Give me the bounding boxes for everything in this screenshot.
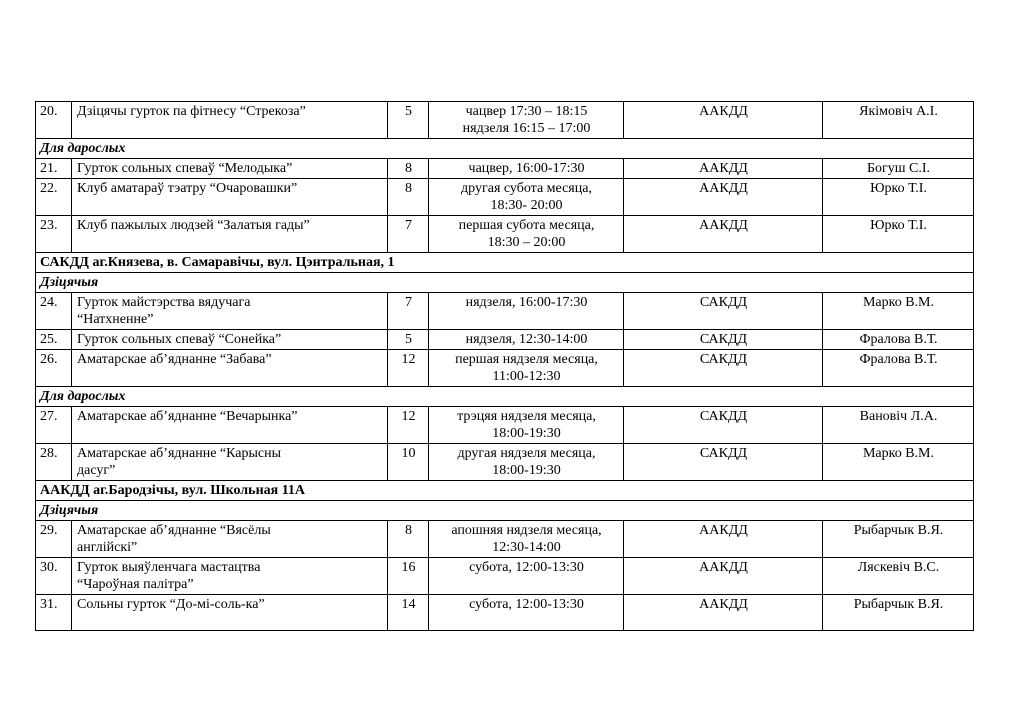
row-number: 24. <box>36 293 72 330</box>
activity-name-line: Аматарскае аб’яднанне “Карысны <box>77 446 282 461</box>
schedule-cell-line: 18:00-19:30 <box>492 426 561 441</box>
participant-count: 8 <box>388 521 429 558</box>
table-row <box>36 102 974 139</box>
schedule-cell-line: трэцяя нядзеля месяца, <box>457 409 596 424</box>
activity-name-line: Аматарскае аб’яднанне “Вечарынка” <box>77 409 298 424</box>
schedule-cell-line: 18:00-19:30 <box>492 463 561 478</box>
category-title: Для дарослых <box>36 139 974 159</box>
section-header-row <box>36 253 974 273</box>
schedule-cell <box>429 350 624 387</box>
organization-cell: ААКДД <box>624 521 823 558</box>
category-header-row <box>36 273 974 293</box>
organization-cell: САКДД <box>624 293 823 330</box>
activity-name-line: Гурток майстэрства вядучага <box>77 295 251 310</box>
schedule-cell-line: другая нядзеля месяца, <box>457 446 596 461</box>
leader-cell: Марко В.М. <box>823 293 974 330</box>
activity-name <box>72 350 388 387</box>
organization-cell: ААКДД <box>624 179 823 216</box>
category-header-row <box>36 501 974 521</box>
activity-name-line: Аматарскае аб’яднанне “Забава” <box>77 352 272 367</box>
organization-cell: САКДД <box>624 444 823 481</box>
participant-count: 8 <box>388 179 429 216</box>
category-header-row <box>36 139 974 159</box>
table-row <box>36 330 974 350</box>
organization-cell: САКДД <box>624 350 823 387</box>
schedule-cell <box>429 558 624 595</box>
activity-name <box>72 407 388 444</box>
participant-count: 5 <box>388 102 429 139</box>
organization-cell: ААКДД <box>624 595 823 631</box>
section-header-row <box>36 481 974 501</box>
participant-count: 8 <box>388 159 429 179</box>
leader-cell: Фралова В.Т. <box>823 330 974 350</box>
activity-name <box>72 216 388 253</box>
schedule-cell <box>429 595 624 631</box>
organization-cell: САКДД <box>624 407 823 444</box>
section-title: САКДД аг.Князева, в. Самаравічы, вул. Цэнтральная, 1 <box>36 253 974 273</box>
leader-cell: Богуш С.І. <box>823 159 974 179</box>
schedule-cell-line: нядзеля 16:15 – 17:00 <box>462 121 591 136</box>
category-title: Для дарослых <box>36 387 974 407</box>
leader-cell: Рыбарчык В.Я. <box>823 521 974 558</box>
row-number: 23. <box>36 216 72 253</box>
table-row <box>36 350 974 387</box>
leader-cell: Юрко Т.І. <box>823 179 974 216</box>
activity-name-line: Дзіцячы гурток па фітнесу “Стрекоза” <box>77 104 306 119</box>
table-row <box>36 444 974 481</box>
row-number: 31. <box>36 595 72 631</box>
table-row <box>36 216 974 253</box>
row-number: 25. <box>36 330 72 350</box>
category-title: Дзіцячыя <box>36 273 974 293</box>
section-title: ААКДД аг.Бародзічы, вул. Школьная 11А <box>36 481 974 501</box>
row-number: 22. <box>36 179 72 216</box>
table-row <box>36 179 974 216</box>
organization-cell: ААКДД <box>624 216 823 253</box>
activity-name <box>72 444 388 481</box>
schedule-cell-line: субота, 12:00-13:30 <box>469 560 584 575</box>
activity-name-line: Клуб пажылых людзей “Залатыя гады” <box>77 218 310 233</box>
activity-name <box>72 521 388 558</box>
schedule-cell-line: першая субота месяца, <box>458 218 595 233</box>
schedule-cell-line: нядзеля, 12:30-14:00 <box>465 332 588 347</box>
schedule-table <box>35 101 974 631</box>
leader-cell: Юрко Т.І. <box>823 216 974 253</box>
schedule-cell-line: 11:00-12:30 <box>492 369 561 384</box>
participant-count: 7 <box>388 216 429 253</box>
schedule-cell <box>429 159 624 179</box>
activity-name <box>72 558 388 595</box>
participant-count: 12 <box>388 407 429 444</box>
schedule-cell <box>429 293 624 330</box>
participant-count: 10 <box>388 444 429 481</box>
activity-name-line: Гурток сольных спеваў “Сонейка” <box>77 332 282 347</box>
row-number: 29. <box>36 521 72 558</box>
schedule-cell-line: другая субота месяца, <box>461 181 592 196</box>
leader-cell: Фралова В.Т. <box>823 350 974 387</box>
organization-cell: ААКДД <box>624 558 823 595</box>
row-number: 30. <box>36 558 72 595</box>
schedule-cell-line: апошняя нядзеля месяца, <box>451 523 602 538</box>
schedule-cell-line: 18:30 – 20:00 <box>487 235 566 250</box>
row-number: 26. <box>36 350 72 387</box>
activity-name <box>72 102 388 139</box>
row-number: 27. <box>36 407 72 444</box>
leader-cell: Ляскевіч В.С. <box>823 558 974 595</box>
schedule-cell <box>429 102 624 139</box>
schedule-cell <box>429 330 624 350</box>
leader-cell: Марко В.М. <box>823 444 974 481</box>
schedule-cell <box>429 444 624 481</box>
category-title: Дзіцячыя <box>36 501 974 521</box>
participant-count: 12 <box>388 350 429 387</box>
schedule-cell-line: 12:30-14:00 <box>492 540 561 555</box>
schedule-cell-line: першая нядзеля месяца, <box>455 352 598 367</box>
schedule-cell <box>429 216 624 253</box>
participant-count: 16 <box>388 558 429 595</box>
participant-count: 7 <box>388 293 429 330</box>
organization-cell: САКДД <box>624 330 823 350</box>
activity-name-line: Гурток сольных спеваў “Мелодыка” <box>77 161 293 176</box>
activity-name-line: дасуг” <box>77 463 116 478</box>
activity-name-line: Гурток выяўленчага мастацтва <box>77 560 261 575</box>
schedule-cell-line: 18:30- 20:00 <box>490 198 563 213</box>
schedule-cell <box>429 521 624 558</box>
table-row <box>36 595 974 631</box>
organization-cell: ААКДД <box>624 102 823 139</box>
table-row <box>36 521 974 558</box>
leader-cell: Рыбарчык В.Я. <box>823 595 974 631</box>
activity-name-line: Клуб аматараў тэатру “Очаровашки” <box>77 181 298 196</box>
table-row <box>36 159 974 179</box>
activity-name-line: Аматарскае аб’яднанне “Вясёлы <box>77 523 271 538</box>
activity-name <box>72 293 388 330</box>
row-number: 28. <box>36 444 72 481</box>
activity-name <box>72 159 388 179</box>
participant-count: 14 <box>388 595 429 631</box>
activity-name-line: “Чароўная палітра” <box>77 577 194 592</box>
schedule-table-body <box>36 102 974 631</box>
activity-name <box>72 330 388 350</box>
schedule-cell-line: чацвер, 16:00-17:30 <box>468 161 585 176</box>
activity-name-line: англійскі” <box>77 540 138 555</box>
category-header-row <box>36 387 974 407</box>
schedule-cell-line: чацвер 17:30 – 18:15 <box>465 104 588 119</box>
organization-cell: ААКДД <box>624 159 823 179</box>
schedule-cell <box>429 179 624 216</box>
table-row <box>36 407 974 444</box>
schedule-cell <box>429 407 624 444</box>
leader-cell: Якімовіч А.І. <box>823 102 974 139</box>
activity-name <box>72 595 388 631</box>
schedule-cell-line: субота, 12:00-13:30 <box>469 597 584 612</box>
row-number: 21. <box>36 159 72 179</box>
table-row <box>36 558 974 595</box>
row-number: 20. <box>36 102 72 139</box>
table-row <box>36 293 974 330</box>
activity-name <box>72 179 388 216</box>
schedule-cell-line: нядзеля, 16:00-17:30 <box>465 295 588 310</box>
participant-count: 5 <box>388 330 429 350</box>
activity-name-line: “Натхненне” <box>77 312 154 327</box>
leader-cell: Вановіч Л.А. <box>823 407 974 444</box>
activity-name-line: Сольны гурток “До-мі-соль-ка” <box>77 597 265 612</box>
